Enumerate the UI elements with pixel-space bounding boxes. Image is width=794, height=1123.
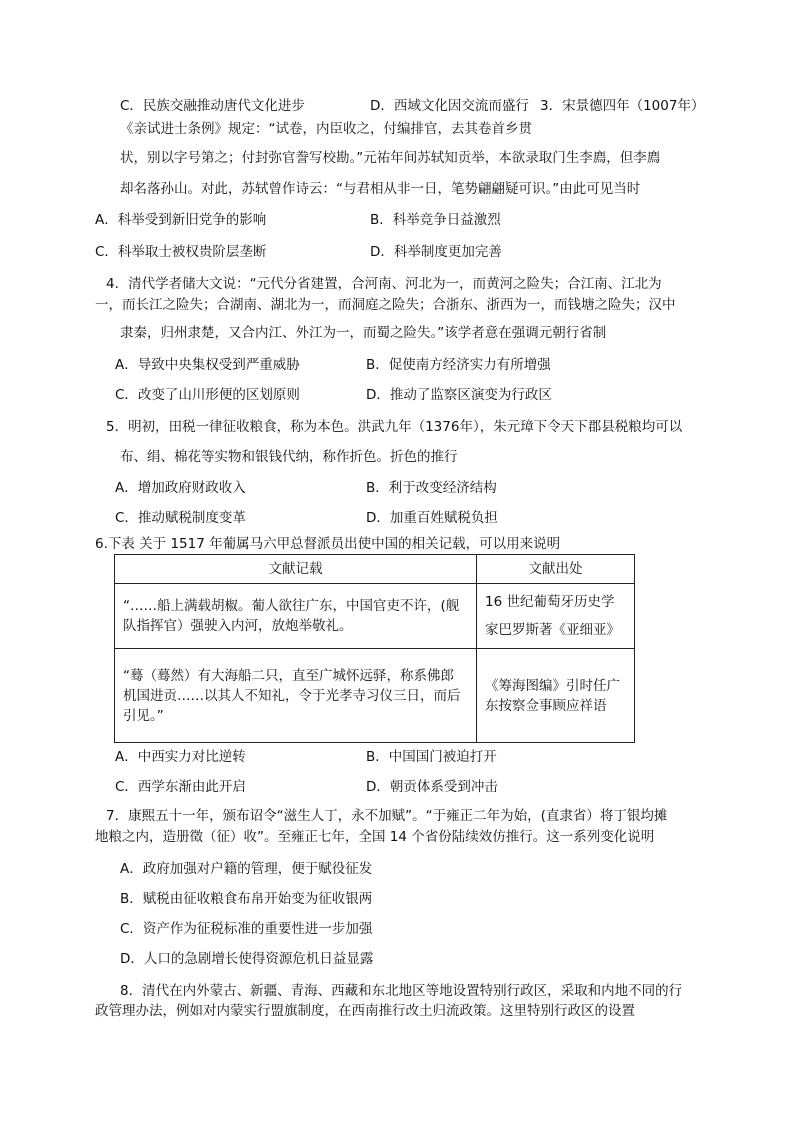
q4-stem-line1: 4．清代学者储大文说：“元代分省建置，合河南、河北为一，而黄河之险失；合江南、江北为 [106,276,662,292]
q3-stem-line1: 3．宋景德四年（1007年） [540,98,705,114]
table-header-row [115,555,635,584]
q6-option-c: C．西学东渐由此开启 [115,779,246,795]
source-line: 东按察佥事顾应祥语 [484,697,607,714]
q7-stem-line2: 地粮之内，造册徵（征）收”。至雍正七年，全国 14 个省份陆续效仿推行。这一系列变化说明 [95,829,655,845]
q5-stem-line1: 5．明初，田税一律征收粮食，称为本色。洪武九年（1376年），朱元璋下令天下郡县税粮均可以 [106,419,683,435]
record-line: “……船上满载胡椒。葡人欲往广东，中国官吏不许，(舰 [123,598,460,614]
table-row [115,649,635,743]
q2-option-d: D．西域文化因交流而盛行 [370,98,529,114]
q5-option-c: C．推动赋税制度变革 [115,510,246,526]
q3-option-a: A．科举受到新旧党争的影响 [95,212,267,228]
table-header-source: 文献出处 [476,555,634,584]
record-line: “蓦（蓦然）有大海船二只，直至广城怀远驿，称系佛郎 [123,667,454,684]
q3-stem-line3: 状，别以字号第之；付封弥官誊写校勘。”元祐年间苏轼知贡举，本欲录取门生李廌，但李廌 [120,150,661,166]
q8-stem-line1: 8．清代在内外蒙古、新疆、青海、西藏和东北地区等地设置特别行政区，采取和内地不同的行 [120,983,683,999]
q4-option-a: A．导致中央集权受到严重威胁 [115,357,300,373]
table-cell-record [115,584,477,649]
q4-stem-line3: 隶秦，归州隶楚，又合内江、外江为一，而蜀之险失。”该学者意在强调元朝行省制 [120,325,607,341]
q7-stem-line1: 7．康熙五十一年，颁布诏令“滋生人丁，永不加赋”。“于雍正二年为始，(直隶省）将丁银均摊 [106,808,668,824]
q8-stem-line2: 政管理办法，例如对内蒙实行盟旗制度，在西南推行改土归流政策。这里特别行政区的设置 [95,1003,635,1019]
q3-stem-line2: 《亲试进士条例》规定：“试卷，内臣收之，付编排官，去其卷首乡贯 [120,121,532,137]
q4-option-d: D．推动了监察区演变为行政区 [366,387,552,403]
record-line: 引见。” [123,707,164,724]
q3-option-c: C．科举取士被权贵阶层垄断 [95,244,267,260]
source-line: 家巴罗斯著《亚细亚》 [484,622,620,638]
table-cell-source [476,584,634,649]
q6-option-b: B．中国国门被迫打开 [366,749,497,765]
q5-option-d: D．加重百姓赋税负担 [366,510,498,526]
q6-stem: 6.下表 关于 1517 年葡属马六甲总督派员出使中国的相关记载，可以用来说明 [95,536,561,552]
q3-option-d: D．科举制度更加完善 [370,244,502,260]
table-header-record: 文献记载 [115,555,477,584]
q3-option-b: B．科举竞争日益激烈 [370,212,501,228]
q4-option-c: C．改变了山川形便的区划原则 [115,387,300,403]
record-line: 队指挥官）强驶入内河，放炮举敬礼。 [123,618,353,634]
q4-stem-line2: 一，而长江之险失；合湖南、湖北为一，而洞庭之险失；合浙东、浙西为一，而钱塘之险失；汉中 [95,297,676,313]
q2-option-c: C．民族交融推动唐代文化进步 [120,98,305,114]
q6-option-d: D．朝贡体系受到冲击 [366,779,498,795]
q7-option-b: B．赋税由征收粮食布帛开始变为征收银两 [120,891,373,907]
q6-source-table [114,554,635,743]
q4-option-b: B．促使南方经济实力有所增强 [366,357,551,373]
q5-option-b: B．利于改变经济结构 [366,480,497,496]
q7-option-c: C．资产作为征税标准的重要性进一步加强 [120,921,373,937]
source-line: 《筹海图编》引时任广 [484,677,620,694]
q3-stem-line4: 却名落孙山。对此，苏轼曾作诗云：“与君相从非一日，笔势翩翩疑可识。”由此可见当时 [120,181,641,197]
q6-option-a: A．中西实力对比逆转 [115,749,246,765]
table-cell-record [115,649,477,743]
source-line: 16 世纪葡萄牙历史学 [484,594,615,610]
table-row [115,584,635,649]
q5-option-a: A．增加政府财政收入 [115,480,246,496]
record-line: 机国进贡……以其人不知礼，令于光孝寺习仪三日，而后 [123,687,461,704]
table-cell-source [476,649,634,743]
q5-stem-line2: 布、绢、棉花等实物和银钱代纳，称作折色。折色的推行 [120,449,458,465]
q7-option-d: D．人口的急剧增长使得资源危机日益显露 [120,951,374,967]
q7-option-a: A．政府加强对户籍的管理，便于赋役征发 [120,861,373,877]
